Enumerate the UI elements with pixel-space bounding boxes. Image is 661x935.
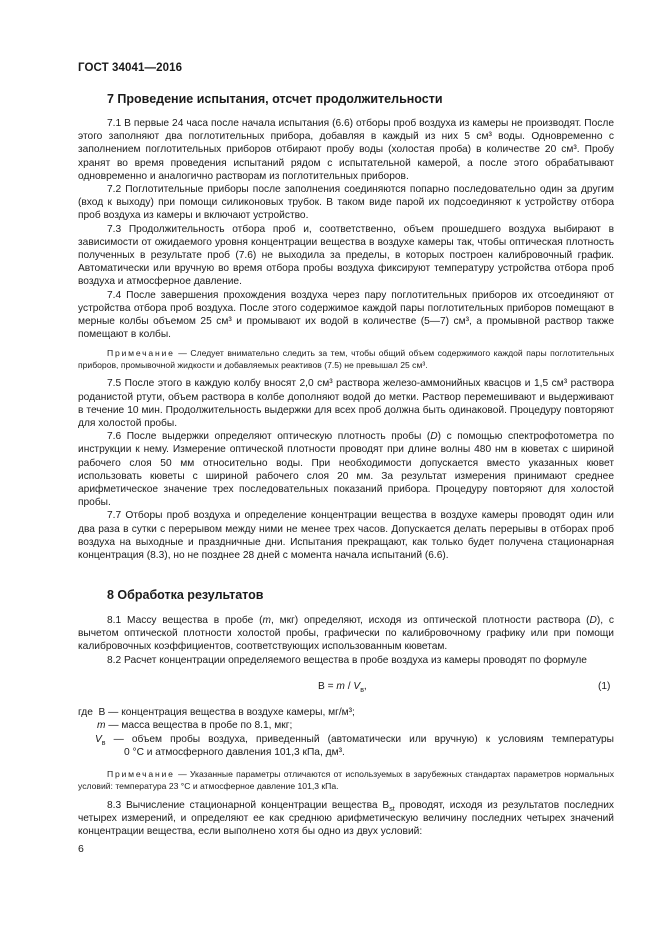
definition-m: m — масса вещества в пробе по 8.1, мкг; [97, 720, 293, 732]
note-2 [78, 768, 614, 792]
formula-expression: $B = m / V_в$, [318, 681, 367, 695]
section-7-body [78, 117, 614, 562]
note-1 [78, 347, 614, 371]
paragraph-7-3: 7.3 Продолжительность отбора проб и, соответственно, объем прошедшего воздуха выбирают в зависимости от ожидаемого уровня концентрации вещества в воздухе камеры так, чтобы оптическая плотность полученных в результате проб (7.6) не выходила за пределы, в которых построен калибровочный график. Автоматически или вручную во время отбора пробы воздуха фиксируют температуру устройства отбора проб воздуха и атмосферное давление. [78, 223, 614, 288]
section-7-heading: 7 Проведение испытания, отсчет продолжительности [107, 92, 443, 106]
paragraph-7-2: 7.2 Поглотительные приборы после заполнения соединяются попарно последовательно один за другим (вход к выходу) при помощи силиконовых трубок. В таком виде парой их подсоединяют к устройству отбора проб воздуха из камеры и включают устройство. [78, 184, 614, 222]
note-2-text: — Указанные параметры отличаются от используемых в зарубежных стандартах параметров нормальных условий: температура 23 °С и атмосферное давление 101,3 кПа. [78, 769, 614, 791]
formula-definitions [78, 706, 614, 759]
paragraph-7-1: 7.1 В первые 24 часа после начала испытания (6.6) отборы проб воздуха из камеры не производят. После этого заполняют два поглотительных прибора, добавляя в каждый из них 5 см³ воды. Одновременно с заполнением поглотительных приборов отбирают пробу воды (холостая проба) в количестве 20 см³. Пробу хранят во время проведения испытаний рядом с испытательной камерой, а после этого обрабатывают одновременно и аналогично растворам из поглотительных приборов. [78, 118, 614, 182]
definition-v: $V_в$ — объем пробы воздуха, приведенный (автоматически или вручную) к условиям температуры [95, 733, 614, 747]
section-8-heading: 8 Обработка результатов [107, 588, 264, 602]
paragraph-7-7: 7.7 Отборы проб воздуха и определение концентрации вещества в воздухе камеры проводят один или два раза в сутки с перерывом между ними не менее трех часов. Допускается делать перерывы в отборах проб воздуха на выходные и праздничные дни. Испытания прекращают, как только будет получена стационарная концентрация (8.3), но не позднее 28 дней с момента начала испытаний (6.6). [78, 510, 614, 562]
paragraph-7-6: 7.6 После выдержки определяют оптическую плотность пробы (D) с помощью спектрофотометра по инструкции к нему. Измерение оптической плотности проводят при длине волны 480 нм в кюветах с шириной рабочего слоя 50 мм относительно воды. При необходимости допускается вместо указанных кювет использовать кюветы с шириной рабочего слоя 20 мм. За результат измерения принимают среднее арифметическое значение трех последовательных показаний прибора. Процедуру повторяют для холостой пробы. [78, 431, 614, 509]
formula-number: (1) [598, 681, 611, 692]
note-1-text: — Следует внимательно следить за тем, чтобы общий объем содержимого каждой пары поглотительных приборов, промывочной жидкости и добавляемых реактивов (7.5) не превышал 25 см³. [78, 348, 614, 371]
paragraph-8-3-block [78, 799, 614, 839]
paragraph-7-4: 7.4 После завершения прохождения воздуха через пару поглотительных приборов их отсоединяют от устройства отбора проб воздуха. После этого содержимое каждой пары поглотительных приборов помещают в мерные колбы объемом 25 см³ и промывают их водой в количестве (5—7) см³, а промывной раствор также помещают в колбы. [78, 289, 614, 341]
paragraph-7-5: 7.5 После этого в каждую колбу вносят 2,0 см³ раствора железо-аммонийных квасцов и 1,5 см³ раствора роданистой ртути, объем раствора в колбе дополняют водой до метки. Раствор перемешивают и выдерживают в течение 10 мин. Продолжительность выдержки для всех проб должна быть одинаковой. Процедуру повторяют для холостой пробы. [78, 378, 614, 430]
standard-header: ГОСТ 34041—2016 [78, 62, 183, 74]
section-8-body [78, 614, 614, 667]
symbol-d: D [430, 431, 438, 443]
definition-b: где B — концентрация вещества в воздухе камеры, мг/м³; [78, 707, 355, 718]
note-2-label: Примечание [107, 769, 175, 779]
paragraph-8-1: 8.1 Массу вещества в пробе (m, мкг) определяют, исходя из оптической плотности раствора (D), с вычетом оптической плотности холостой пробы, графически по калибровочному графику или при помощи калибровочных коэффициентов, соответствующих использованным кюветам. [78, 615, 614, 653]
page-number: 6 [78, 843, 84, 855]
paragraph-8-3: 8.3 Вычисление стационарной концентрации вещества $B_{st}$ проводят, исходя из результатов последних четырех измерений, и определяют ее как среднюю арифметическую величину последних четырех значений концентрации вещества, если выполнено хотя бы одно из двух условий: [78, 800, 614, 838]
paragraph-8-2: 8.2 Расчет концентрации определяемого вещества в пробе воздуха из камеры проводят по формуле [107, 654, 587, 666]
note-1-label: Примечание [107, 348, 175, 359]
definition-v-continued: 0 °С и атмосферного давления 101,3 кПа, дм³. [124, 746, 345, 758]
